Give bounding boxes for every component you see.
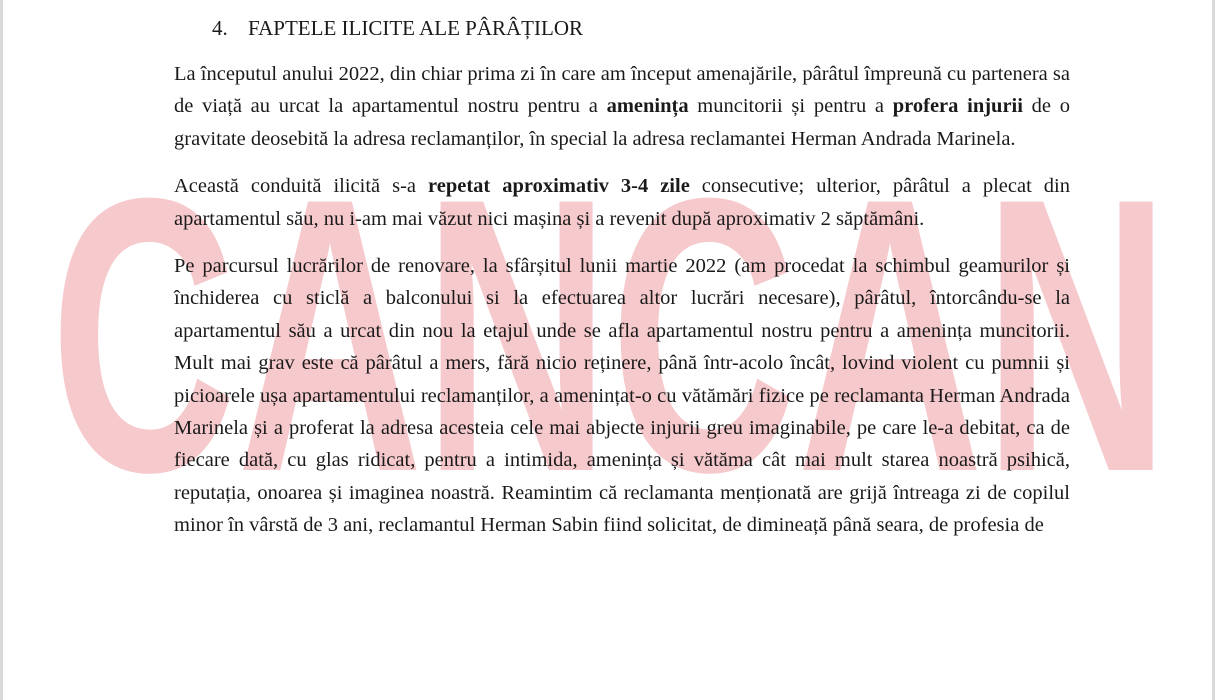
paragraph xyxy=(174,170,1070,235)
bold-text: repetat aproximativ 3-4 zile xyxy=(428,175,690,198)
page-edge-left xyxy=(0,0,3,700)
paragraph xyxy=(174,58,1070,155)
text-run: consecutive; ulterior, pârâtul a plecat din apartamentul său, nu i-am mai văzut nici mașina și a revenit după aproximativ 2 săptămâni. xyxy=(174,175,1070,230)
bold-text: amenința xyxy=(606,95,689,118)
bold-text: profera injurii xyxy=(892,95,1023,118)
text-run: Această conduită ilicită s-a xyxy=(174,175,428,198)
section-title: FAPTELE ILICITE ALE PÂRÂȚILOR xyxy=(248,16,583,40)
text-run: muncitorii și pentru a xyxy=(688,95,893,118)
section-heading xyxy=(212,10,1070,46)
paragraph xyxy=(174,250,1070,542)
document-body xyxy=(174,10,1070,542)
text-run: de o gravitate deosebită la adresa reclamanților, în special la adresa reclamantei Herman Andrada Marinela. xyxy=(174,95,1071,150)
text-run: La începutul anului 2022, din chiar prima zi în care am început amenajările, pârâtul împreună cu partenera sa de viață au urcat la apartamentul nostru pentru a xyxy=(174,63,1070,118)
text-run: Pe parcursul lucrărilor de renovare, la sfârșitul lunii martie 2022 (am procedat la schimbul geamurilor și închiderea cu sticlă a balconului si la efectuarea altor lucrări necesare), pârâtul, întorcându-se la apartamentul său a urcat din nou la etajul unde se afla apartamentul nostru pentru a amenința muncitorii. Mult mai grav este că pârâtul a mers, fără nicio reținere, până într-acolo încât, lovind violent cu pumnii și picioarele ușa apartamentului reclamanților, a amenințat-o cu vătămări fizice pe reclamanta Herman Andrada Marinela și a proferat la adresa acesteia cele mai abjecte injurii greu imaginabile, pe care le-a debitat, ca de fiecare dată, cu glas ridicat, pentru a intimida, amenința și vătăma cât mai mult starea noastră psihică, reputația, onoarea și imaginea noastră. Reamintim că reclamanta menționată are grijă întreaga zi de copilul minor în vârstă de 3 ani, reclamantul Herman Sabin fiind solicitat, de dimineață până seara, de profesia de xyxy=(174,255,1070,537)
watermark-text: CANCAN xyxy=(50,170,1170,510)
section-number: 4. xyxy=(212,16,228,40)
